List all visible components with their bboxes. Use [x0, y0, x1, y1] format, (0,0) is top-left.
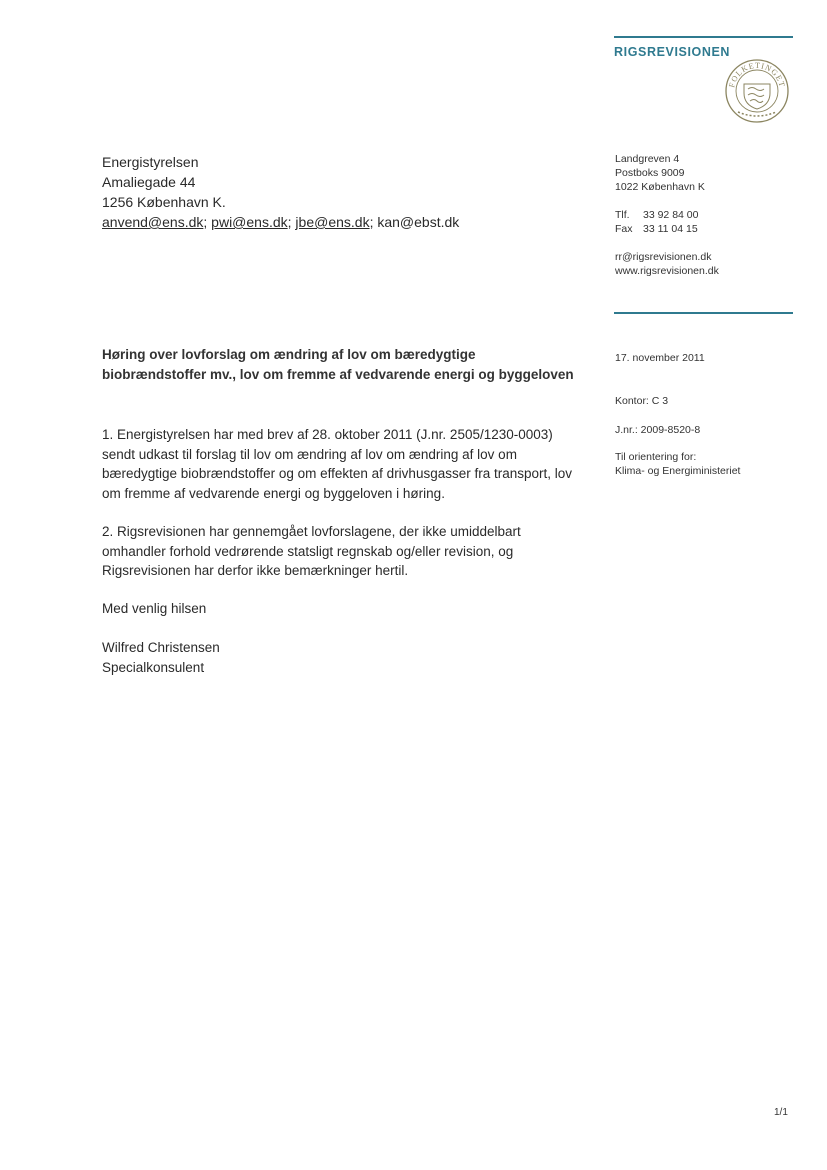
fax-label: Fax — [615, 223, 633, 235]
letter-paragraph: 2. Rigsrevisionen har gennemgået lovforslagene, der ikke umiddelbart omhandler forhold vedrørende statsligt regnskab og/eller revision, og Rigsrevisionen har derfor ikke bemærkninger hertil. — [102, 524, 521, 578]
phone-number: 33 92 84 00 — [643, 209, 699, 221]
email-separator: ; — [203, 214, 212, 230]
recipient-line: Amaliegade 44 — [102, 174, 196, 190]
sender-address-line: Landgreven 4 — [615, 153, 680, 165]
office-ref: Kontor: C 3 — [615, 395, 669, 407]
case-number: J.nr.: 2009-8520-8 — [615, 424, 701, 436]
header-rule-top — [614, 36, 793, 38]
page-number: 1/1 — [774, 1107, 788, 1118]
letter-paragraph: 1. Energistyrelsen har med brev af 28. oktober 2011 (J.nr. 2505/1230-0003) sendt udkast til forslag til lov om ændring af lov om ændring af lov om bæredygtige biobrændstoffer og om effekten af drivhusgasser fra transport, lov om fremme af vedvarende energi og byggeloven i høring. — [102, 427, 573, 501]
recipient-line: Energistyrelsen — [102, 154, 199, 170]
seal-text: FOLKETINGET — [727, 60, 787, 89]
header-rule-bottom — [614, 312, 793, 314]
letter-date: 17. november 2011 — [615, 352, 705, 364]
email-link[interactable]: anvend@ens.dk — [102, 214, 204, 230]
cc-block — [615, 450, 740, 478]
email-separator: ; — [369, 214, 378, 230]
cc-recipient: Klima- og Energiministeriet — [615, 465, 741, 477]
email-separator: ; — [287, 214, 296, 230]
email-link[interactable]: pwi@ens.dk — [211, 214, 288, 230]
sender-fax — [615, 222, 698, 236]
sender-address-line: Postboks 9009 — [615, 167, 685, 179]
letter-subject: Høring over lovforslag om ændring af lov om bæredygtige biobrændstoffer mv., lov om fremme af vedvarende energi og byggeloven — [102, 347, 574, 382]
sender-address-line: 1022 København K — [615, 181, 705, 193]
closing: Med venlig hilsen — [102, 601, 207, 616]
signer-title: Specialkonsulent — [102, 660, 205, 675]
lion-seal-icon — [724, 58, 790, 124]
brand-name: RIGSREVISIONEN — [614, 45, 731, 59]
email-text: kan@ebst.dk — [377, 214, 460, 230]
phone-label: Tlf. — [615, 209, 630, 221]
sender-online — [615, 250, 719, 278]
sender-contact — [615, 208, 698, 236]
recipient-line: 1256 København K. — [102, 194, 226, 210]
sender-email[interactable]: rr@rigsrevisionen.dk — [615, 251, 712, 263]
email-link[interactable]: jbe@ens.dk — [295, 214, 370, 230]
signer-name: Wilfred Christensen — [102, 640, 220, 655]
sender-phone — [615, 208, 698, 222]
recipient-block — [102, 152, 459, 232]
fax-number: 33 11 04 15 — [643, 223, 698, 235]
sender-website[interactable]: www.rigsrevisionen.dk — [615, 265, 719, 277]
cc-label: Til orientering for: — [615, 451, 697, 463]
recipient-emails — [102, 212, 459, 232]
sender-address — [615, 152, 705, 194]
